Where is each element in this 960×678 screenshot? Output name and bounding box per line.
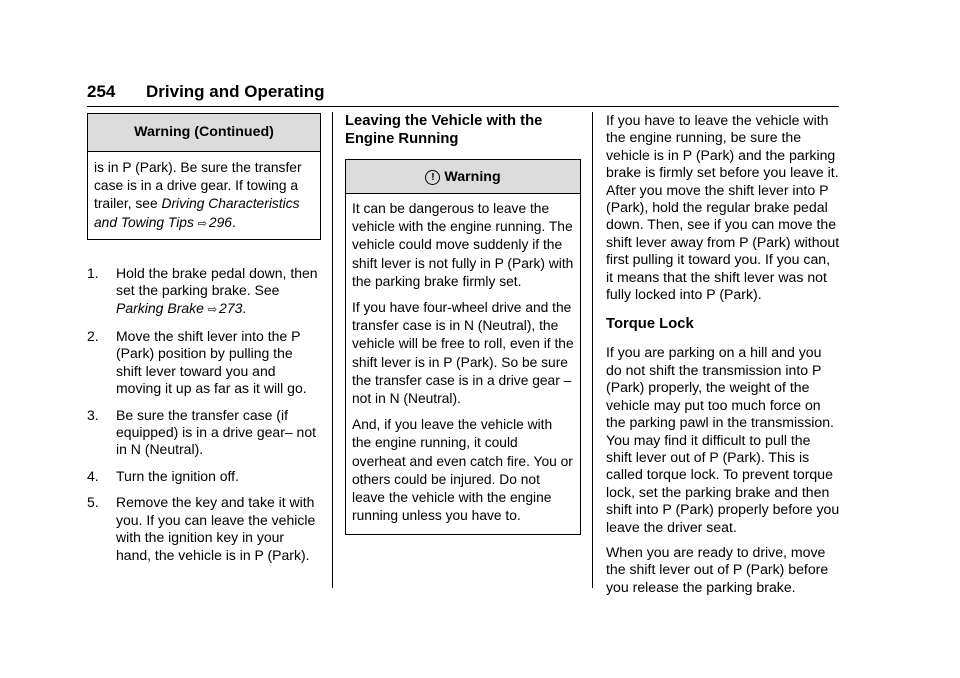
- page-number: 254: [87, 82, 116, 101]
- step-text: Hold the brake pedal down, then set the parking brake. See: [116, 264, 318, 299]
- column-2: [345, 112, 581, 535]
- step-item: [87, 328, 321, 398]
- column-1: [87, 113, 321, 573]
- warning-box: [345, 159, 581, 535]
- warning-continued-title: Warning (Continued): [88, 114, 320, 152]
- warning-title: Warning: [444, 169, 501, 185]
- warning-circle-icon: !: [425, 170, 440, 185]
- step-text: Remove the key and take it with you. If you can leave the vehicle with the ignition key in your hand, the vehicle is in P (Park).: [116, 494, 316, 563]
- leaving-vehicle-heading: Leaving the Vehicle with the Engine Running: [345, 113, 543, 147]
- page-header: [87, 82, 839, 107]
- warning-paragraph: It can be dangerous to leave the vehicle with the engine running. The vehicle could move suddenly if the shift lever is not fully in P (Park) with the parking brake firmly set.: [352, 201, 574, 289]
- step-number: 4.: [87, 467, 99, 484]
- column-divider-1: [332, 112, 333, 588]
- parking-brake-link[interactable]: Parking Brake: [116, 299, 204, 316]
- parking-brake-page[interactable]: 273: [219, 299, 243, 316]
- warning-body: [346, 194, 580, 534]
- warning-continued-body: is in P (Park). Be sure the transfer case is in a drive gear. If towing a trailer, see Driving Characteristics and Towing Tips ⇨ 296.: [94, 160, 302, 230]
- step-number: 3.: [87, 406, 99, 423]
- torque-lock-heading: Torque Lock: [606, 316, 694, 333]
- page-ref-arrow-icon: ⇨: [207, 303, 218, 316]
- column-3: [606, 112, 840, 604]
- torque-lock-paragraph: If you are parking on a hill and you do not shift the transmission into P (Park) properly, the weight of the vehicle may put too much force on the parking pawl in the transmission. You may find it difficult to pull the shift lever out of P (Park). This is called torque lock. To prevent torque lock, set the parking brake and then shift into P (Park) properly before you leave the driver seat.: [606, 344, 840, 535]
- ready-to-drive-paragraph: When you are ready to drive, move the shift lever out of P (Park) before you release the parking brake.: [606, 543, 829, 595]
- towing-tips-page[interactable]: 296: [208, 214, 232, 230]
- column-divider-2: [592, 112, 593, 588]
- warning-continued-box: [87, 113, 321, 240]
- section-title: Driving and Operating: [146, 82, 325, 101]
- step-number: 1.: [87, 264, 99, 281]
- procedure-steps: [87, 265, 321, 564]
- page-ref-arrow-icon: ⇨: [197, 217, 207, 230]
- warning-header: [346, 160, 580, 194]
- step-number: 2.: [87, 328, 99, 345]
- step-text: Turn the ignition off.: [116, 467, 239, 484]
- step-item: 1. Hold the brake pedal down, then set the parking brake. See Parking Brake ⇨ 273.: [87, 264, 318, 316]
- step-text: Move the shift lever into the P (Park) position by pulling the shift lever toward you and moving it up as far as it will go.: [116, 328, 307, 397]
- step-item: [87, 407, 321, 459]
- engine-running-paragraph: If you have to leave the vehicle with the engine running, be sure the vehicle is in P (Park) and the parking brake is firmly set before you leave it. After you move the shift lever into P (Park), hold the regular brake pedal down. Then, see if you can move the shift lever away from P (Park) without first pulling it toward you. If you can, it means that the shift lever was not fully locked into P (Park).: [606, 112, 840, 303]
- step-item: [87, 468, 321, 485]
- step-item: [87, 494, 321, 564]
- step-text: Be sure the transfer case (if equipped) is in a drive gear– not in N (Neutral).: [116, 406, 317, 458]
- step-number: 5.: [87, 494, 99, 511]
- warning-continued-text: is in P (Park). Be sure the transfer case is in a drive gear. If towing a trailer, see: [94, 160, 302, 212]
- warning-paragraph: If you have four-wheel drive and the transfer case is in N (Neutral), the vehicle will be free to roll, even if the shift lever is in P (Park). So be sure the transfer case is in a drive gear – not in N (Neutral).: [352, 300, 574, 407]
- towing-tips-link[interactable]: Driving Characteristics and Towing Tips: [94, 196, 300, 230]
- warning-paragraph: And, if you leave the vehicle with the engine running, it could overheat and even catch fire. You or others could be injured. Do not leave the vehicle with the engine running unless you have to.: [352, 417, 573, 524]
